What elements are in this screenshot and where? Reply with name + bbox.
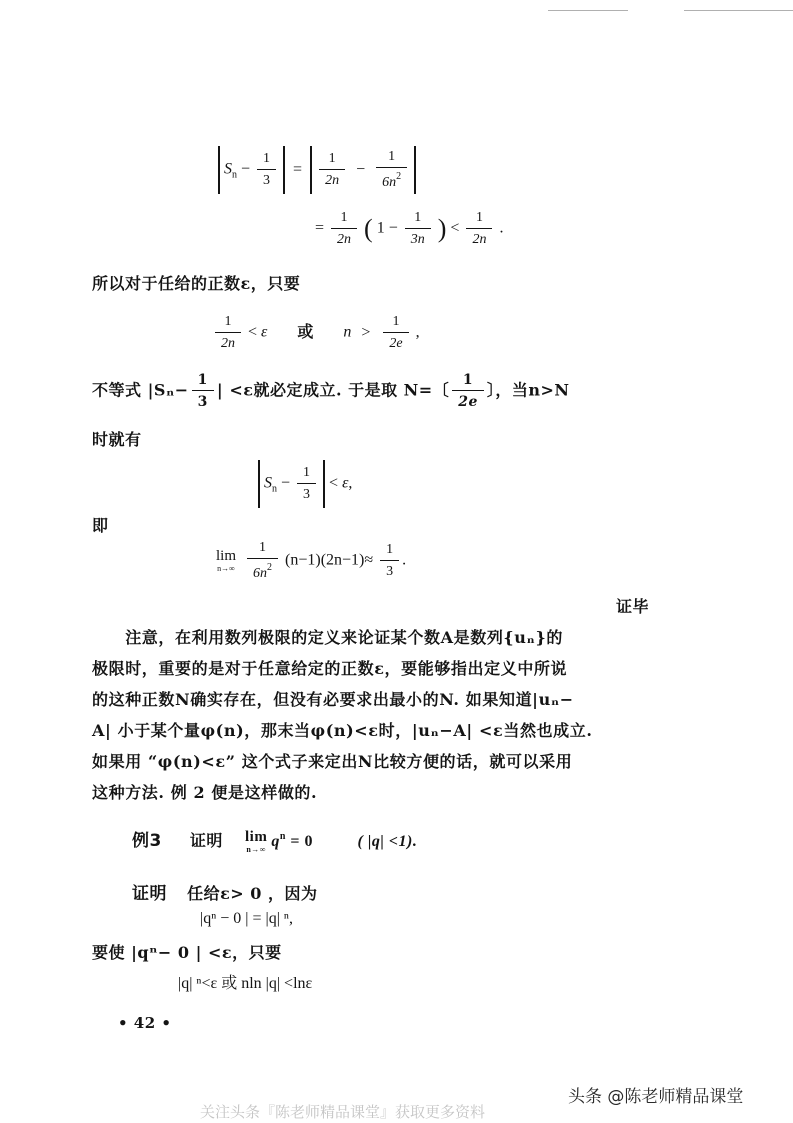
equals-sign: = [293, 160, 303, 178]
epsilon: ε [261, 323, 268, 341]
page-number: • 42 • [118, 1014, 172, 1032]
numerator: 1 [475, 210, 483, 225]
left-paren: ( [364, 214, 373, 243]
limit-text: lim [216, 548, 237, 564]
denominator [319, 169, 345, 189]
text-line-1: 所以对于任给的正数ε，只要 [92, 274, 301, 293]
numerator: 1 [197, 372, 208, 388]
equation-abs-difference [218, 146, 416, 194]
denominator: 3 [297, 483, 316, 503]
denominator [405, 228, 431, 248]
text-line-3: 时就有 [92, 430, 142, 449]
numerator: 1 [259, 540, 267, 555]
denominator-text: 2n [325, 173, 340, 188]
denominator [466, 228, 492, 248]
brand-label: 头条 @陈老师精品课堂 [568, 1087, 744, 1107]
less-than: < [329, 474, 339, 492]
or-word: 或 [297, 323, 314, 341]
minus-sign: − [356, 160, 366, 178]
numerator: 1 [263, 151, 271, 166]
denominator [452, 390, 484, 410]
superscript: 2 [267, 562, 273, 573]
fraction-one-over-2n [319, 151, 345, 189]
text-part: | <ε就必定成立. 于是取 N=〔 [216, 380, 450, 400]
fraction-one-third [257, 151, 276, 189]
numerator: 1 [303, 465, 311, 480]
denominator [383, 332, 408, 352]
numerator: 1 [386, 542, 394, 557]
denominator [376, 167, 407, 191]
text-part: 不等式 |Sₙ− [92, 380, 189, 400]
top-rule-right [684, 10, 793, 11]
fraction-one-over-3n [405, 210, 431, 248]
text-ji: 即 [92, 516, 109, 535]
epsilon: ε [342, 474, 349, 492]
factor-product: (n−1)(2n−1)≈ [285, 551, 374, 569]
fraction-one-over-6n2 [376, 149, 407, 191]
sequence-symbol: S [224, 160, 232, 178]
proof-label: 证明 [132, 884, 167, 904]
equation-condition [212, 314, 420, 352]
fraction-one-third [380, 542, 399, 580]
paragraph-line: 极限时，重要的是对于任意给定的正数ε，要能够指出定义中所说 [92, 659, 568, 678]
fraction-one-over-6n2 [247, 540, 278, 582]
q-variable: q [271, 833, 280, 850]
subscript-n: n [272, 483, 277, 495]
abs-bar [258, 460, 260, 508]
fraction-one-over-2n [215, 314, 241, 352]
numerator: 1 [392, 314, 400, 329]
text-yaoshi: 要使 |qⁿ− 0 | <ε，只要 [92, 943, 282, 962]
period: . [499, 219, 504, 237]
paragraph-line: 注意，在利用数列极限的定义来论证某个数A是数列{uₙ}的 [92, 628, 563, 647]
greater-than: > [361, 323, 371, 341]
limit-operator [216, 549, 236, 573]
prove-word: 证明 [189, 831, 223, 850]
numerator: 1 [224, 314, 232, 329]
denominator-text: 3n [410, 232, 425, 247]
abs-bar [414, 146, 416, 194]
denominator [247, 558, 278, 582]
limit-expression [245, 829, 318, 855]
example-label: 例3 [132, 831, 162, 851]
one-minus: 1 − [376, 219, 398, 237]
numerator: 1 [414, 210, 422, 225]
denominator-text: 6n [253, 566, 268, 581]
denominator-text: 2n [472, 232, 487, 247]
fraction-one-over-2n [466, 210, 492, 248]
proof-line [132, 879, 318, 904]
limit-subscript: n→∞ [217, 564, 235, 573]
equation-q-ineq: |q| ⁿ<ε 或 nln |q| <lnε [178, 975, 313, 992]
q-condition: ( |q| <1). [357, 833, 418, 850]
denominator-text: 6n [382, 175, 397, 190]
comma: , [348, 474, 353, 492]
numerator: 1 [462, 372, 474, 388]
numerator: 1 [388, 149, 396, 164]
abs-bar [310, 146, 312, 194]
denominator: 3 [257, 169, 276, 189]
minus-sign: − [281, 474, 291, 492]
qed-mark: 证毕 [616, 597, 650, 616]
denominator-text: 2e [389, 336, 403, 351]
paragraph-line: 的这种正数N确实存在，但没有必要求出最小的N. 如果知道|uₙ− [92, 690, 574, 709]
denominator [215, 332, 241, 352]
fraction-one-over-2n [331, 210, 357, 248]
numerator: 1 [340, 210, 348, 225]
sequence-symbol: S [264, 474, 272, 492]
subscript-n: n [232, 169, 237, 181]
equation-limit-result [216, 540, 406, 582]
equation-q-abs: |qⁿ − 0 | = |q| ⁿ, [200, 910, 293, 927]
fraction-one-third [192, 372, 214, 410]
limit-operator [245, 830, 267, 854]
text-part: 〕，当n>N [486, 380, 570, 400]
fraction-one-third [297, 465, 316, 503]
superscript: 2 [396, 171, 402, 182]
denominator-text: 2e [458, 394, 478, 410]
denominator-text: 2n [337, 232, 352, 247]
comma: , [415, 323, 420, 341]
denominator [331, 228, 357, 248]
numerator: 1 [328, 151, 336, 166]
equation-limit-condition [258, 460, 352, 508]
limit-text: lim [245, 829, 268, 846]
paragraph-line: A| 小于某个量φ(n)，那末当φ(n)<ε时，|uₙ−A| <ε当然也成立. [92, 721, 593, 740]
less-than: < [248, 323, 258, 341]
right-paren: ) [437, 214, 447, 243]
limit-subscript: n→∞ [246, 845, 267, 855]
text-line-2 [92, 372, 570, 410]
abs-bar [283, 146, 285, 194]
watermark-text: 关注头条『陈老师精品课堂』获取更多资料 [200, 1103, 486, 1121]
fraction-one-over-2e [452, 372, 484, 410]
abs-bar [218, 146, 220, 194]
top-rule-left [548, 10, 628, 11]
paragraph-line: 这种方法. 例 2 便是这样做的. [92, 783, 318, 802]
n-variable: n [343, 323, 352, 341]
abs-bar [323, 460, 325, 508]
denominator-text: 2n [221, 336, 235, 351]
paragraph-line: 如果用 “φ(n)<ε” 这个式子来定出N比较方便的话，就可以采用 [92, 752, 573, 771]
less-than: < [450, 219, 460, 237]
minus-sign: − [241, 160, 251, 178]
period: . [402, 551, 407, 569]
equation-bound [315, 210, 503, 248]
equals-sign: = [315, 219, 325, 237]
zero: 0 [304, 833, 314, 850]
proof-text: 任给ε> 0 ，因为 [187, 884, 318, 903]
equals-sign: = [290, 833, 301, 850]
example-3-line [132, 826, 417, 854]
note-paragraph [92, 622, 593, 808]
denominator: 3 [380, 560, 399, 580]
denominator: 3 [192, 390, 214, 410]
fraction-one-over-2e [383, 314, 408, 352]
superscript-n: n [279, 831, 286, 842]
